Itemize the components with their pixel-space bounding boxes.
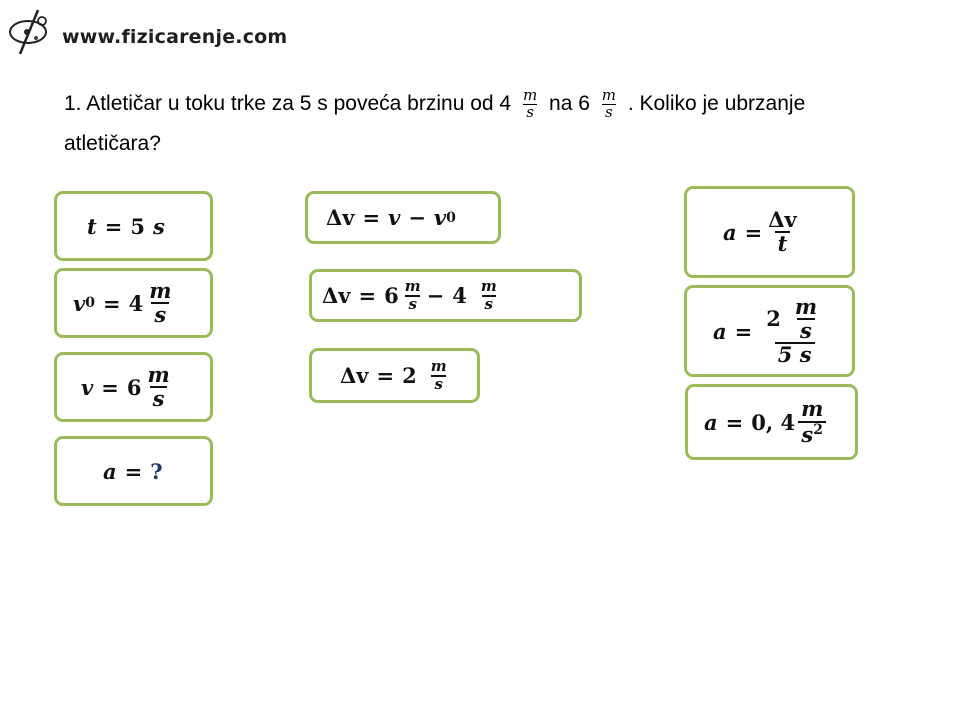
problem-text-2: na 6	[549, 92, 590, 115]
site-logo	[6, 6, 306, 56]
acceleration-formula-box: a = $\frac{\Delta v}{t}$	[684, 186, 855, 278]
unit-fraction: $\frac{m}{s}$	[601, 86, 616, 121]
unit-fraction: $\frac{m}{s}$	[404, 276, 421, 313]
unit-fraction: $\frac{m}{s}$	[430, 356, 447, 393]
given-time-box: t = 5 s	[54, 191, 213, 261]
unit-fraction: $\frac{m}{s^2}$	[798, 398, 826, 445]
formula-fraction: 2 $\frac{m}{s}$ 5 s	[763, 296, 826, 366]
unit-fraction: $\frac{m}{s}$	[480, 276, 497, 313]
site-url: www.fizicarenje.com	[62, 26, 288, 48]
acceleration-result-box: a = 0, 4 $\frac{m}{s^2}$	[685, 384, 858, 460]
given-initial-velocity-box: v 0 = 4 $\frac{m}{s}$	[54, 268, 213, 338]
acceleration-substitution-box: a = 2 $\frac{m}{s}$ 5 s	[684, 285, 855, 377]
logo-icon	[6, 6, 58, 56]
unit-fraction: $\frac{m}{s}$	[522, 86, 538, 121]
delta-v-substitution-box: Δv = 6 $\frac{m}{s}$ − 4 $\frac{m}{s}$	[309, 269, 582, 322]
delta-v-result-box: Δv = 2 $\frac{m}{s}$	[309, 348, 480, 403]
unit-fraction: $\frac{m}{s}$	[149, 277, 172, 327]
given-unknown-acceleration-box: a = ?	[54, 436, 213, 506]
given-final-velocity-box: v = 6 $\frac{m}{s}$	[54, 352, 213, 422]
problem-text-1: 1. Atletičar u toku trke za 5 s poveća brzinu od 4	[64, 92, 512, 115]
formula-fraction: $\frac{\Delta v}{t}$	[768, 206, 797, 256]
problem-statement	[64, 84, 884, 164]
unit-fraction: $\frac{m}{s}$	[147, 361, 170, 411]
delta-v-formula-box: Δv = v − v 0	[305, 191, 501, 244]
unit-fraction: $\frac{m}{s}$	[794, 293, 818, 343]
problem-text-3: . Koliko je ubrzanje atletičara?	[64, 92, 806, 155]
